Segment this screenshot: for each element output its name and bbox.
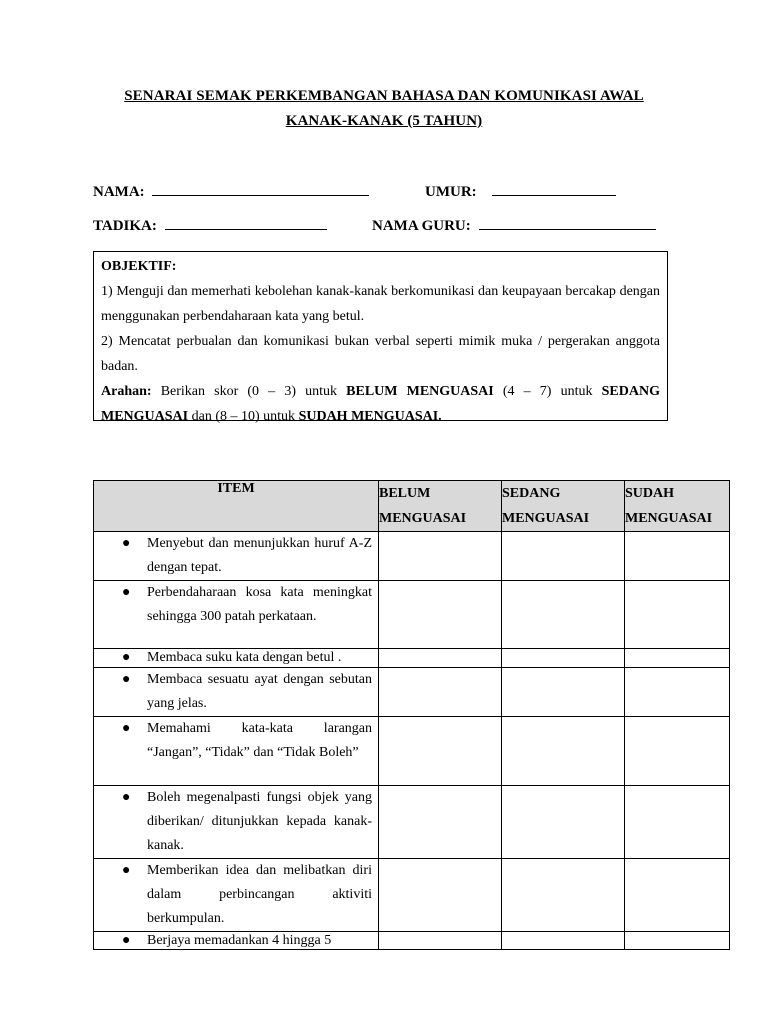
sudah-score-cell[interactable] — [625, 532, 730, 581]
sedang-score-cell[interactable] — [502, 859, 625, 932]
umur-blank-line[interactable] — [492, 183, 616, 196]
checklist-table — [93, 480, 730, 950]
belum-score-cell[interactable] — [379, 717, 502, 786]
bullet-icon: ● — [122, 672, 131, 687]
item-text: Boleh megenalpasti fungsi objek yang diberikan/ ditunjukkan kepada kanak-kanak. — [147, 790, 372, 853]
arahan-sudah: SUDAH MENGUASAI. — [298, 409, 442, 424]
table-row — [94, 668, 730, 717]
belum-score-cell[interactable] — [379, 668, 502, 717]
item-header-label: ITEM — [217, 481, 255, 496]
item-cell — [94, 717, 379, 786]
bullet-icon: ● — [122, 650, 131, 665]
nama-field — [93, 183, 369, 201]
bullet-icon: ● — [122, 790, 131, 805]
sudah-score-cell[interactable] — [625, 932, 730, 950]
bullet-icon: ● — [122, 933, 131, 948]
nama-guru-field — [372, 217, 656, 235]
objektif-heading: OBJEKTIF: — [101, 259, 177, 274]
item-text: Memberikan idea dan melibatkan diri dalam perbincangan aktiviti berkumpulan. — [147, 863, 372, 926]
belum-score-cell[interactable] — [379, 932, 502, 950]
arahan-belum: BELUM MENGUASAI — [346, 384, 494, 399]
item-cell — [94, 581, 379, 649]
belum-header-line-2: MENGUASAI — [379, 511, 467, 526]
document-title-line-2: KANAK-KANAK (5 TAHUN) — [285, 113, 483, 129]
sudah-score-cell[interactable] — [625, 581, 730, 649]
table-row — [94, 786, 730, 859]
arahan-sedang: SEDANG MENGUASAI — [101, 384, 660, 424]
bullet-icon: ● — [122, 721, 131, 736]
table-row — [94, 717, 730, 786]
arahan-text-2: (4 – 7) untuk — [493, 384, 602, 399]
sedang-score-cell[interactable] — [502, 532, 625, 581]
table-row — [94, 932, 730, 950]
document-title-line-1: SENARAI SEMAK PERKEMBANGAN BAHASA DAN KOMUNIKASI AWAL — [124, 88, 644, 104]
item-text: Perbendaharaan kosa kata meningkat sehingga 300 patah perkataan. — [147, 585, 372, 624]
table-row — [94, 649, 730, 668]
belum-score-cell[interactable] — [379, 786, 502, 859]
objektif-point-1: 1) Menguji dan memerhati kebolehan kanak-kanak berkomunikasi dan keupayaan bercakap dengan menggunakan perbendaharaan kata yang betul. — [101, 284, 660, 324]
bullet-icon: ● — [122, 863, 131, 878]
sudah-score-cell[interactable] — [625, 859, 730, 932]
sedang-header-line-1: SEDANG — [502, 486, 561, 501]
sudah-score-cell[interactable] — [625, 717, 730, 786]
nama-guru-blank-line[interactable] — [479, 217, 656, 230]
item-cell — [94, 859, 379, 932]
item-cell — [94, 786, 379, 859]
sedang-score-cell[interactable] — [502, 932, 625, 950]
item-cell — [94, 649, 379, 668]
belum-score-cell[interactable] — [379, 581, 502, 649]
item-text: Menyebut dan menunjukkan huruf A-Z dengan tepat. — [147, 536, 372, 575]
item-cell — [94, 532, 379, 581]
sedang-score-cell[interactable] — [502, 649, 625, 668]
nama-label: NAMA: — [93, 184, 145, 200]
item-column-header — [94, 481, 379, 532]
nama-blank-line[interactable] — [152, 183, 369, 196]
tadika-blank-line[interactable] — [165, 217, 327, 230]
table-header-row — [94, 481, 730, 532]
sudah-score-cell[interactable] — [625, 668, 730, 717]
sedang-score-cell[interactable] — [502, 717, 625, 786]
belum-score-cell[interactable] — [379, 859, 502, 932]
sudah-column-header — [625, 481, 730, 532]
tadika-field — [93, 217, 327, 235]
item-text: Membaca sesuatu ayat dengan sebutan yang jelas. — [147, 672, 372, 711]
table-row — [94, 532, 730, 581]
table-row — [94, 859, 730, 932]
belum-header-line-1: BELUM — [379, 486, 431, 501]
sedang-score-cell[interactable] — [502, 668, 625, 717]
tadika-label: TADIKA: — [93, 218, 157, 234]
objektif-box — [93, 251, 668, 424]
belum-score-cell[interactable] — [379, 532, 502, 581]
sedang-header-line-2: MENGUASAI — [502, 511, 590, 526]
arahan-instructions — [101, 379, 660, 429]
sedang-column-header — [502, 481, 625, 532]
sedang-score-cell[interactable] — [502, 581, 625, 649]
table-row — [94, 581, 730, 649]
bullet-icon: ● — [122, 536, 131, 551]
bullet-icon: ● — [122, 585, 131, 600]
umur-label: UMUR: — [425, 184, 477, 200]
sudah-header-line-1: SUDAH — [625, 486, 675, 501]
sedang-score-cell[interactable] — [502, 786, 625, 859]
item-cell — [94, 668, 379, 717]
item-text: Memahami kata-kata larangan “Jangan”, “Tidak” dan “Tidak Boleh” — [147, 721, 372, 760]
belum-column-header — [379, 481, 502, 532]
arahan-text-3: dan (8 – 10) untuk — [188, 409, 299, 424]
sudah-header-line-2: MENGUASAI — [625, 511, 713, 526]
sudah-score-cell[interactable] — [625, 786, 730, 859]
item-cell — [94, 932, 379, 950]
item-text: Berjaya memadankan 4 hingga 5 — [147, 933, 332, 948]
item-text: Membaca suku kata dengan betul . — [147, 650, 342, 665]
umur-field — [425, 183, 616, 201]
belum-score-cell[interactable] — [379, 649, 502, 668]
nama-guru-label: NAMA GURU: — [372, 218, 471, 234]
arahan-label: Arahan: — [101, 384, 152, 399]
arahan-text-1: Berikan skor (0 – 3) untuk — [151, 384, 347, 399]
sudah-score-cell[interactable] — [625, 649, 730, 668]
objektif-point-2: 2) Mencatat perbualan dan komunikasi bukan verbal seperti mimik muka / pergerakan anggota badan. — [101, 334, 660, 374]
